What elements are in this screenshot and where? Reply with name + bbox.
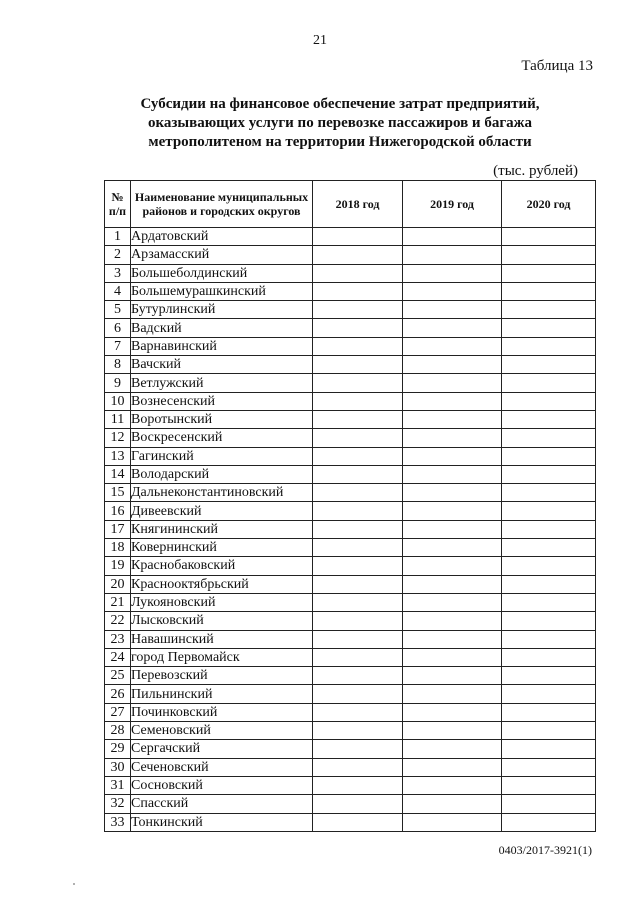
table-row [105, 264, 596, 282]
district-name-cell: Лысковский [131, 612, 313, 630]
value-2018-cell [313, 776, 403, 794]
value-2018-cell [313, 484, 403, 502]
table-row [105, 612, 596, 630]
row-number-cell: 32 [105, 795, 131, 813]
value-2020-cell [502, 465, 596, 483]
value-2020-cell [502, 612, 596, 630]
district-name-cell: Вачский [131, 356, 313, 374]
value-2018-cell [313, 374, 403, 392]
value-2020-cell [502, 392, 596, 410]
district-name-cell: Сергачский [131, 740, 313, 758]
value-2020-cell [502, 264, 596, 282]
value-2018-cell [313, 356, 403, 374]
row-number-cell: 6 [105, 319, 131, 337]
district-name-cell: Дальнеконстантиновский [131, 484, 313, 502]
district-name-cell: Вадский [131, 319, 313, 337]
value-2018-cell [313, 465, 403, 483]
row-number-cell: 27 [105, 703, 131, 721]
value-2019-cell [403, 301, 502, 319]
value-2020-cell [502, 246, 596, 264]
value-2018-cell [313, 648, 403, 666]
table-label: Таблица 13 [521, 58, 593, 74]
district-name-cell: Ковернинский [131, 539, 313, 557]
value-2018-cell [313, 410, 403, 428]
table-row [105, 557, 596, 575]
district-name-cell: Перевозский [131, 667, 313, 685]
district-name-cell: Воротынский [131, 410, 313, 428]
value-2018-cell [313, 630, 403, 648]
row-number-cell: 4 [105, 282, 131, 300]
value-2018-cell [313, 502, 403, 520]
value-2018-cell [313, 740, 403, 758]
table-row [105, 502, 596, 520]
value-2019-cell [403, 795, 502, 813]
document-code: 0403/2017-3921(1) [498, 843, 592, 857]
value-2020-cell [502, 282, 596, 300]
table-row [105, 356, 596, 374]
value-2018-cell [313, 246, 403, 264]
value-2020-cell [502, 557, 596, 575]
district-name-cell: Бутурлинский [131, 301, 313, 319]
value-2019-cell [403, 447, 502, 465]
value-2019-cell [403, 228, 502, 246]
value-2020-cell [502, 740, 596, 758]
district-name-cell: Ветлужский [131, 374, 313, 392]
value-2018-cell [313, 813, 403, 831]
table-row [105, 740, 596, 758]
district-name-cell: Гагинский [131, 447, 313, 465]
value-2020-cell [502, 356, 596, 374]
value-2020-cell [502, 301, 596, 319]
value-2020-cell [502, 758, 596, 776]
value-2019-cell [403, 410, 502, 428]
table-row [105, 539, 596, 557]
value-2019-cell [403, 776, 502, 794]
value-2019-cell [403, 246, 502, 264]
value-2020-cell [502, 520, 596, 538]
value-2019-cell [403, 703, 502, 721]
page-number: 21 [313, 33, 327, 48]
table-row [105, 630, 596, 648]
value-2020-cell [502, 667, 596, 685]
value-2018-cell [313, 539, 403, 557]
value-2020-cell [502, 410, 596, 428]
district-name-cell: Ардатовский [131, 228, 313, 246]
row-number-cell: 22 [105, 612, 131, 630]
row-number-cell: 26 [105, 685, 131, 703]
value-2020-cell [502, 539, 596, 557]
district-name-cell: Вознесенский [131, 392, 313, 410]
value-2019-cell [403, 557, 502, 575]
row-number-cell: 7 [105, 337, 131, 355]
table-row [105, 319, 596, 337]
value-2018-cell [313, 557, 403, 575]
table-row [105, 795, 596, 813]
row-number-cell: 13 [105, 447, 131, 465]
value-2018-cell [313, 264, 403, 282]
district-name-cell: Спасский [131, 795, 313, 813]
value-2020-cell [502, 319, 596, 337]
table-row [105, 337, 596, 355]
value-2019-cell [403, 539, 502, 557]
value-2018-cell [313, 703, 403, 721]
row-number-cell: 31 [105, 776, 131, 794]
row-number-cell: 33 [105, 813, 131, 831]
row-number-cell: 8 [105, 356, 131, 374]
table-row [105, 301, 596, 319]
district-name-cell: Большемурашкинский [131, 282, 313, 300]
value-2020-cell [502, 337, 596, 355]
row-number-cell: 1 [105, 228, 131, 246]
row-number-cell: 25 [105, 667, 131, 685]
row-number-cell: 11 [105, 410, 131, 428]
row-number-cell: 3 [105, 264, 131, 282]
table-row [105, 429, 596, 447]
value-2019-cell [403, 319, 502, 337]
value-2019-cell [403, 429, 502, 447]
table-row [105, 447, 596, 465]
district-name-cell: Варнавинский [131, 337, 313, 355]
value-2020-cell [502, 447, 596, 465]
row-number-cell: 17 [105, 520, 131, 538]
table-row [105, 776, 596, 794]
table-row [105, 667, 596, 685]
value-2018-cell [313, 301, 403, 319]
value-2019-cell [403, 392, 502, 410]
district-name-cell: город Первомайск [131, 648, 313, 666]
header-2018: 2018 год [313, 181, 403, 228]
value-2019-cell [403, 593, 502, 611]
row-number-cell: 15 [105, 484, 131, 502]
table-row [105, 685, 596, 703]
value-2020-cell [502, 502, 596, 520]
table-row [105, 465, 596, 483]
row-number-cell: 28 [105, 722, 131, 740]
district-name-cell: Краснобаковский [131, 557, 313, 575]
table-row [105, 722, 596, 740]
table-row [105, 593, 596, 611]
value-2019-cell [403, 465, 502, 483]
value-2018-cell [313, 667, 403, 685]
value-2020-cell [502, 484, 596, 502]
value-2019-cell [403, 337, 502, 355]
value-2020-cell [502, 813, 596, 831]
value-2018-cell [313, 228, 403, 246]
district-name-cell: Воскресенский [131, 429, 313, 447]
value-2019-cell [403, 575, 502, 593]
table-row [105, 228, 596, 246]
row-number-cell: 18 [105, 539, 131, 557]
row-number-cell: 9 [105, 374, 131, 392]
subsidy-table [104, 180, 596, 832]
district-name-cell: Починковский [131, 703, 313, 721]
row-number-cell: 30 [105, 758, 131, 776]
table-row [105, 410, 596, 428]
row-number-cell: 29 [105, 740, 131, 758]
table-row [105, 648, 596, 666]
district-name-cell: Тонкинский [131, 813, 313, 831]
header-2020: 2020 год [502, 181, 596, 228]
row-number-cell: 24 [105, 648, 131, 666]
value-2018-cell [313, 795, 403, 813]
row-number-cell: 20 [105, 575, 131, 593]
value-2018-cell [313, 392, 403, 410]
table-row [105, 392, 596, 410]
title-line: метрополитеном на территории Нижегородской области [148, 134, 532, 150]
table-row [105, 246, 596, 264]
value-2018-cell [313, 447, 403, 465]
value-2018-cell [313, 282, 403, 300]
district-name-cell: Володарский [131, 465, 313, 483]
value-2020-cell [502, 703, 596, 721]
table-row [105, 484, 596, 502]
table-row [105, 703, 596, 721]
value-2019-cell [403, 630, 502, 648]
header-name: Наименование муниципальных районов и городских округов [131, 181, 313, 228]
row-number-cell: 21 [105, 593, 131, 611]
value-2019-cell [403, 648, 502, 666]
title-line: Субсидии на финансовое обеспечение затрат предприятий, [140, 96, 540, 112]
row-number-cell: 14 [105, 465, 131, 483]
row-number-cell: 23 [105, 630, 131, 648]
table-row [105, 758, 596, 776]
row-number-cell: 12 [105, 429, 131, 447]
value-2019-cell [403, 520, 502, 538]
table-row [105, 813, 596, 831]
table-row [105, 520, 596, 538]
value-2020-cell [502, 429, 596, 447]
district-name-cell: Семеновский [131, 722, 313, 740]
district-name-cell: Краснооктябрьский [131, 575, 313, 593]
district-name-cell: Лукояновский [131, 593, 313, 611]
district-name-cell: Сеченовский [131, 758, 313, 776]
row-number-cell: 2 [105, 246, 131, 264]
value-2019-cell [403, 374, 502, 392]
header-num: № п/п [105, 181, 131, 228]
value-2018-cell [313, 612, 403, 630]
table-row [105, 575, 596, 593]
document-title [110, 95, 570, 152]
value-2019-cell [403, 667, 502, 685]
district-name-cell: Пильнинский [131, 685, 313, 703]
value-2020-cell [502, 630, 596, 648]
value-2020-cell [502, 374, 596, 392]
table-row [105, 374, 596, 392]
district-name-cell: Арзамасский [131, 246, 313, 264]
value-2019-cell [403, 685, 502, 703]
value-2019-cell [403, 484, 502, 502]
value-2018-cell [313, 722, 403, 740]
value-2020-cell [502, 593, 596, 611]
value-2020-cell [502, 722, 596, 740]
value-2020-cell [502, 795, 596, 813]
value-2019-cell [403, 356, 502, 374]
value-2019-cell [403, 758, 502, 776]
table-body [105, 228, 596, 832]
value-2019-cell [403, 264, 502, 282]
value-2018-cell [313, 520, 403, 538]
table-header-row [105, 181, 596, 228]
value-2020-cell [502, 648, 596, 666]
value-2020-cell [502, 685, 596, 703]
value-2018-cell [313, 429, 403, 447]
value-2020-cell [502, 776, 596, 794]
value-2018-cell [313, 319, 403, 337]
value-2018-cell [313, 337, 403, 355]
district-name-cell: Княгининский [131, 520, 313, 538]
value-2018-cell [313, 575, 403, 593]
row-number-cell: 19 [105, 557, 131, 575]
table-row [105, 282, 596, 300]
row-number-cell: 16 [105, 502, 131, 520]
row-number-cell: 5 [105, 301, 131, 319]
value-2019-cell [403, 813, 502, 831]
value-2020-cell [502, 575, 596, 593]
row-number-cell: 10 [105, 392, 131, 410]
district-name-cell: Сосновский [131, 776, 313, 794]
value-2018-cell [313, 593, 403, 611]
value-2018-cell [313, 758, 403, 776]
value-2019-cell [403, 740, 502, 758]
header-2019: 2019 год [403, 181, 502, 228]
value-2018-cell [313, 685, 403, 703]
scan-speck [73, 883, 75, 885]
value-2019-cell [403, 612, 502, 630]
district-name-cell: Большеболдинский [131, 264, 313, 282]
units-label: (тыс. рублей) [493, 163, 578, 179]
value-2019-cell [403, 722, 502, 740]
value-2020-cell [502, 228, 596, 246]
district-name-cell: Навашинский [131, 630, 313, 648]
value-2019-cell [403, 502, 502, 520]
district-name-cell: Дивеевский [131, 502, 313, 520]
title-line: оказывающих услуги по перевозке пассажиров и багажа [147, 115, 533, 131]
value-2019-cell [403, 282, 502, 300]
